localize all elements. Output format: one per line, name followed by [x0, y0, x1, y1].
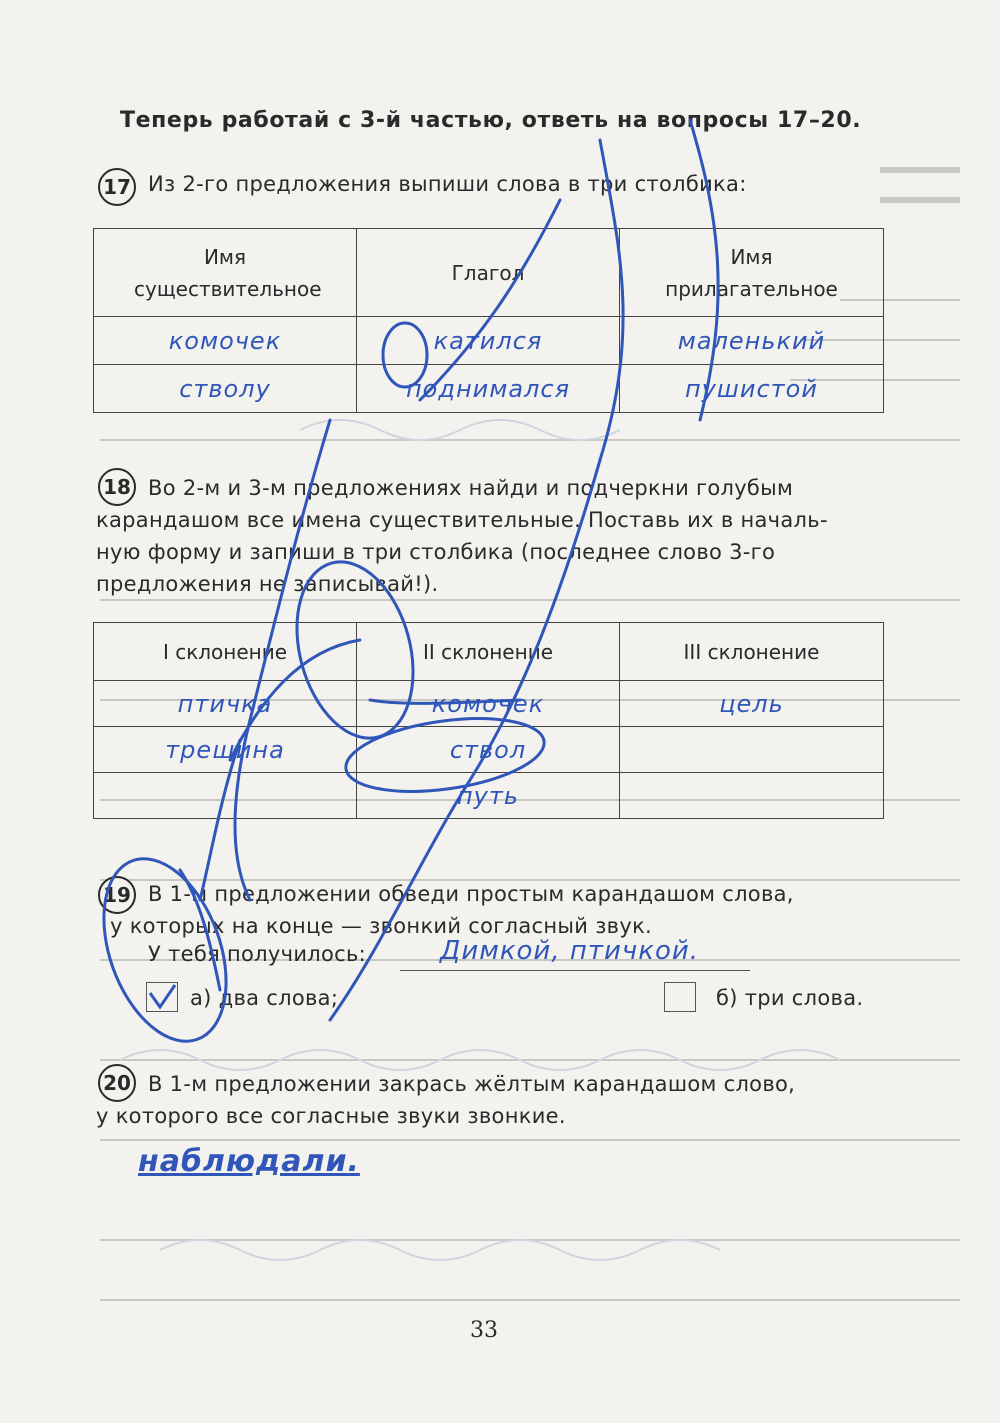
- table-17-cell[interactable]: [620, 317, 884, 365]
- question-20-line-1: В 1-м предложении закрась жёлтым карандашом слово,: [148, 1072, 796, 1096]
- table-17-header-adj: Имя прилагательное: [620, 229, 884, 317]
- checkmark-icon: [147, 983, 177, 1011]
- handwritten-answer: катился: [433, 326, 543, 355]
- table-18-header-decl-1: I склонение: [94, 623, 357, 681]
- table-18-cell[interactable]: [357, 681, 620, 727]
- question-18-number: 18: [98, 468, 136, 506]
- table-17-cell[interactable]: [620, 365, 884, 413]
- table-17-cell[interactable]: [94, 317, 357, 365]
- handwritten-answer: комочек: [168, 326, 282, 355]
- handwritten-answer: цель: [719, 689, 784, 718]
- handwritten-answer: маленький: [677, 326, 826, 355]
- handwritten-answer: путь: [456, 781, 520, 810]
- table-18-header-decl-2: II склонение: [357, 623, 620, 681]
- table-17-cell[interactable]: [94, 365, 357, 413]
- table-17-header-noun: Имя существительное: [94, 229, 357, 317]
- handwritten-answer: комочек: [431, 689, 545, 718]
- table-17-cell[interactable]: [357, 365, 620, 413]
- question-18-line-2: карандашом все имена существительные. Поставь их в началь-: [96, 508, 828, 532]
- table-18-cell[interactable]: [620, 681, 884, 727]
- handwritten-answer: ствол: [449, 735, 527, 764]
- handwritten-answer: трещина: [165, 735, 285, 764]
- option-a-label: а) два слова;: [190, 986, 339, 1010]
- question-19-line-2: у которых на конце — звонкий согласный звук.: [110, 914, 653, 938]
- question-19-result-answer: Димкой, птичкой.: [440, 936, 700, 966]
- question-17-text: Из 2-го предложения выпиши слова в три столбика:: [148, 172, 747, 196]
- table-18-cell[interactable]: [94, 727, 357, 773]
- handwritten-answer: поднимался: [405, 374, 571, 403]
- question-20-number: 20: [98, 1064, 136, 1102]
- question-18-line-3: ную форму и запиши в три столбика (последнее слово 3-го: [96, 540, 776, 564]
- question-18-line-1: Во 2-м и 3-м предложениях найди и подчеркни голубым: [148, 476, 794, 500]
- option-b-checkbox[interactable]: [664, 982, 696, 1012]
- question-20-line-2: у которого все согласные звуки звонкие.: [96, 1104, 566, 1128]
- question-19-line-1: В 1-м предложении обведи простым карандашом слова,: [148, 882, 794, 906]
- table-18-cell[interactable]: [620, 773, 884, 819]
- table-17-cell[interactable]: [357, 317, 620, 365]
- question-18-line-4: предложения не записывай!).: [96, 572, 439, 596]
- table-18-cell[interactable]: [620, 727, 884, 773]
- table-18-header-decl-3: III склонение: [620, 623, 884, 681]
- option-b-label: б) три слова.: [716, 986, 864, 1010]
- question-17-number: 17: [98, 168, 136, 206]
- table-17-header-verb: Глагол: [357, 229, 620, 317]
- question-19-result-label: У тебя получилось:: [148, 942, 367, 966]
- handwritten-answer: пушистой: [685, 374, 818, 403]
- table-18-cell[interactable]: [357, 727, 620, 773]
- table-18-cell[interactable]: [94, 773, 357, 819]
- table-18-cell[interactable]: [94, 681, 357, 727]
- question-17-table: [93, 228, 884, 413]
- question-20-answer: наблюдали.: [138, 1144, 360, 1179]
- handwritten-answer: птичка: [177, 689, 273, 718]
- handwritten-answer: стволу: [179, 374, 271, 403]
- table-18-cell[interactable]: [357, 773, 620, 819]
- question-19-number: 19: [98, 876, 136, 914]
- page-number: 33: [470, 1318, 498, 1343]
- option-a-checkbox[interactable]: [146, 982, 178, 1012]
- question-18-table: [93, 622, 884, 819]
- section-header: Теперь работай с 3-й частью, ответь на вопросы 17–20.: [120, 108, 862, 133]
- answer-line: [400, 970, 750, 971]
